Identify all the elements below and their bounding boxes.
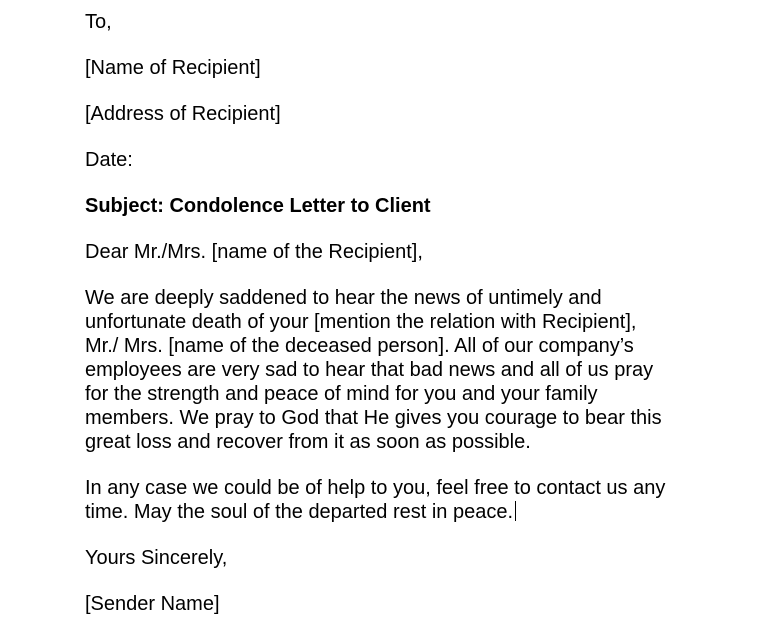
- paragraph-line: members. We pray to God that He gives you courage to bear this: [85, 407, 662, 429]
- paragraph-line: for the strength and peace of mind for you and your family: [85, 383, 598, 405]
- paragraph-line: employees are very sad to hear that bad news and all of us pray: [85, 359, 654, 381]
- paragraph-line: We are deeply saddened to hear the news of untimely and: [85, 287, 602, 309]
- paragraph-line: unfortunate death of your [mention the relation with Recipient],: [85, 311, 637, 333]
- to-line: To,: [85, 11, 112, 33]
- body-paragraph-2: [85, 476, 725, 524]
- salutation: Dear Mr./Mrs. [name of the Recipient],: [85, 241, 423, 263]
- paragraph-line: great loss and recover from it as soon as possible.: [85, 431, 531, 453]
- body-paragraph-1: [85, 286, 725, 454]
- sender-name: [Sender Name]: [85, 593, 220, 615]
- paragraph-line-with-caret: [85, 500, 725, 524]
- paragraph-line: Mr./ Mrs. [name of the deceased person]. All of our company’s: [85, 335, 634, 357]
- date-line: Date:: [85, 149, 133, 171]
- paragraph-line: In any case we could be of help to you, feel free to contact us any: [85, 477, 666, 499]
- recipient-name: [Name of Recipient]: [85, 57, 261, 79]
- paragraph-line-text: time. May the soul of the departed rest in peace.: [85, 501, 514, 523]
- subject-line: Subject: Condolence Letter to Client: [85, 195, 431, 217]
- closing-line: Yours Sincerely,: [85, 547, 228, 569]
- letter-document[interactable]: [85, 10, 725, 616]
- text-cursor: [515, 501, 516, 521]
- recipient-address: [Address of Recipient]: [85, 103, 281, 125]
